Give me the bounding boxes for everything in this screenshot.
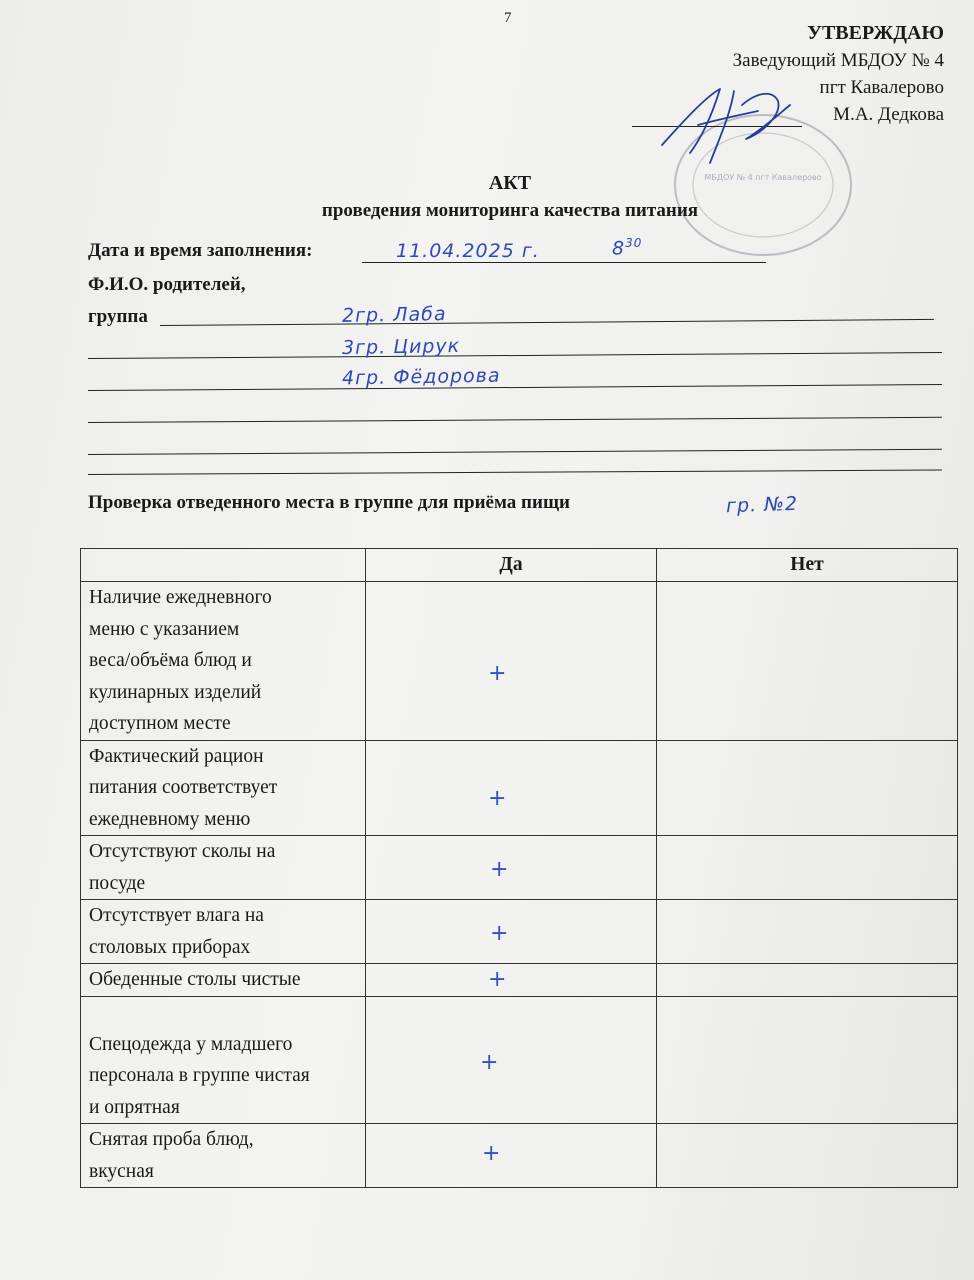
table-header-row bbox=[81, 549, 958, 582]
document-subtitle: проведения мониторинга качества питания bbox=[321, 200, 699, 221]
table-row bbox=[81, 582, 958, 741]
checklist-table bbox=[80, 548, 958, 1188]
no-cell bbox=[657, 836, 958, 900]
group-label: группа bbox=[88, 306, 148, 327]
check-section-group: гр. №2 bbox=[725, 492, 799, 518]
datetime-line bbox=[362, 262, 766, 263]
no-cell bbox=[657, 900, 958, 964]
criterion-cell: Наличие ежедневного меню с указанием веса/объёма блюд и кулинарных изделий доступном месте bbox=[81, 582, 366, 741]
parents-label: Ф.И.О. родителей, bbox=[88, 274, 246, 295]
table-row bbox=[81, 964, 958, 997]
group-line-2 bbox=[88, 352, 942, 359]
criterion-cell: Спецодежда у младшего персонала в группе чистая и опрятная bbox=[81, 996, 366, 1124]
no-cell bbox=[657, 964, 958, 997]
parent-entry-2: 3гр. Цирук bbox=[341, 334, 461, 360]
parent-entry-1: 2гр. Лаба bbox=[341, 303, 447, 327]
yes-mark: + bbox=[488, 785, 507, 811]
header-no: Нет bbox=[657, 549, 958, 582]
approval-position: Заведующий МБДОУ № 4 bbox=[732, 50, 944, 71]
criterion-cell: Обеденные столы чистые bbox=[81, 964, 366, 997]
yes-cell bbox=[366, 964, 657, 997]
group-line-5 bbox=[88, 449, 942, 455]
no-cell bbox=[657, 996, 958, 1124]
document-title: АКТ bbox=[488, 172, 532, 194]
yes-cell bbox=[366, 582, 657, 741]
check-section-label: Проверка отведенного места в группе для приёма пищи bbox=[88, 492, 570, 513]
header-yes: Да bbox=[366, 549, 657, 582]
director-signature bbox=[650, 75, 800, 170]
table-row bbox=[81, 1124, 958, 1188]
criterion-cell: Отсутствуют сколы на посуде bbox=[81, 836, 366, 900]
group-line-6 bbox=[88, 470, 942, 475]
no-cell bbox=[657, 740, 958, 836]
page-number: 7 bbox=[504, 10, 512, 26]
criterion-cell: Фактический рацион питания соответствует ежедневному меню bbox=[81, 740, 366, 836]
parent-entry-3: 4гр. Фёдорова bbox=[341, 364, 501, 390]
yes-mark: + bbox=[488, 661, 507, 686]
group-line-1 bbox=[160, 319, 934, 326]
yes-cell bbox=[366, 1124, 657, 1188]
criterion-cell: Отсутствует влага на столовых приборах bbox=[81, 900, 366, 964]
yes-cell bbox=[366, 836, 657, 900]
yes-cell bbox=[366, 740, 657, 836]
yes-mark: + bbox=[490, 857, 509, 882]
no-cell bbox=[657, 1124, 958, 1188]
no-cell bbox=[657, 582, 958, 741]
table-row bbox=[81, 740, 958, 836]
datetime-label: Дата и время заполнения: bbox=[88, 240, 313, 261]
yes-mark: + bbox=[488, 967, 507, 992]
approval-name: М.А. Дедкова bbox=[833, 104, 944, 125]
header-criterion bbox=[81, 549, 366, 582]
approval-location: пгт Кавалерово bbox=[819, 77, 944, 98]
table-row bbox=[81, 996, 958, 1124]
table-row bbox=[81, 900, 958, 964]
yes-mark: + bbox=[480, 1049, 499, 1075]
yes-mark: + bbox=[482, 1141, 501, 1166]
group-line-3 bbox=[88, 384, 942, 391]
yes-cell bbox=[366, 900, 657, 964]
stamp-text: МБДОУ № 4 пгт Кавалерово bbox=[704, 173, 822, 182]
datetime-value: 11.04.2025 г. bbox=[396, 240, 540, 262]
table-row bbox=[81, 836, 958, 900]
group-line-4 bbox=[88, 417, 942, 423]
criterion-cell: Снятая проба блюд, вкусная bbox=[81, 1124, 366, 1188]
approval-title: УТВЕРЖДАЮ bbox=[807, 22, 944, 44]
yes-cell bbox=[366, 996, 657, 1124]
time-value: $8^{30}$ bbox=[612, 236, 643, 260]
yes-mark: + bbox=[490, 921, 509, 946]
